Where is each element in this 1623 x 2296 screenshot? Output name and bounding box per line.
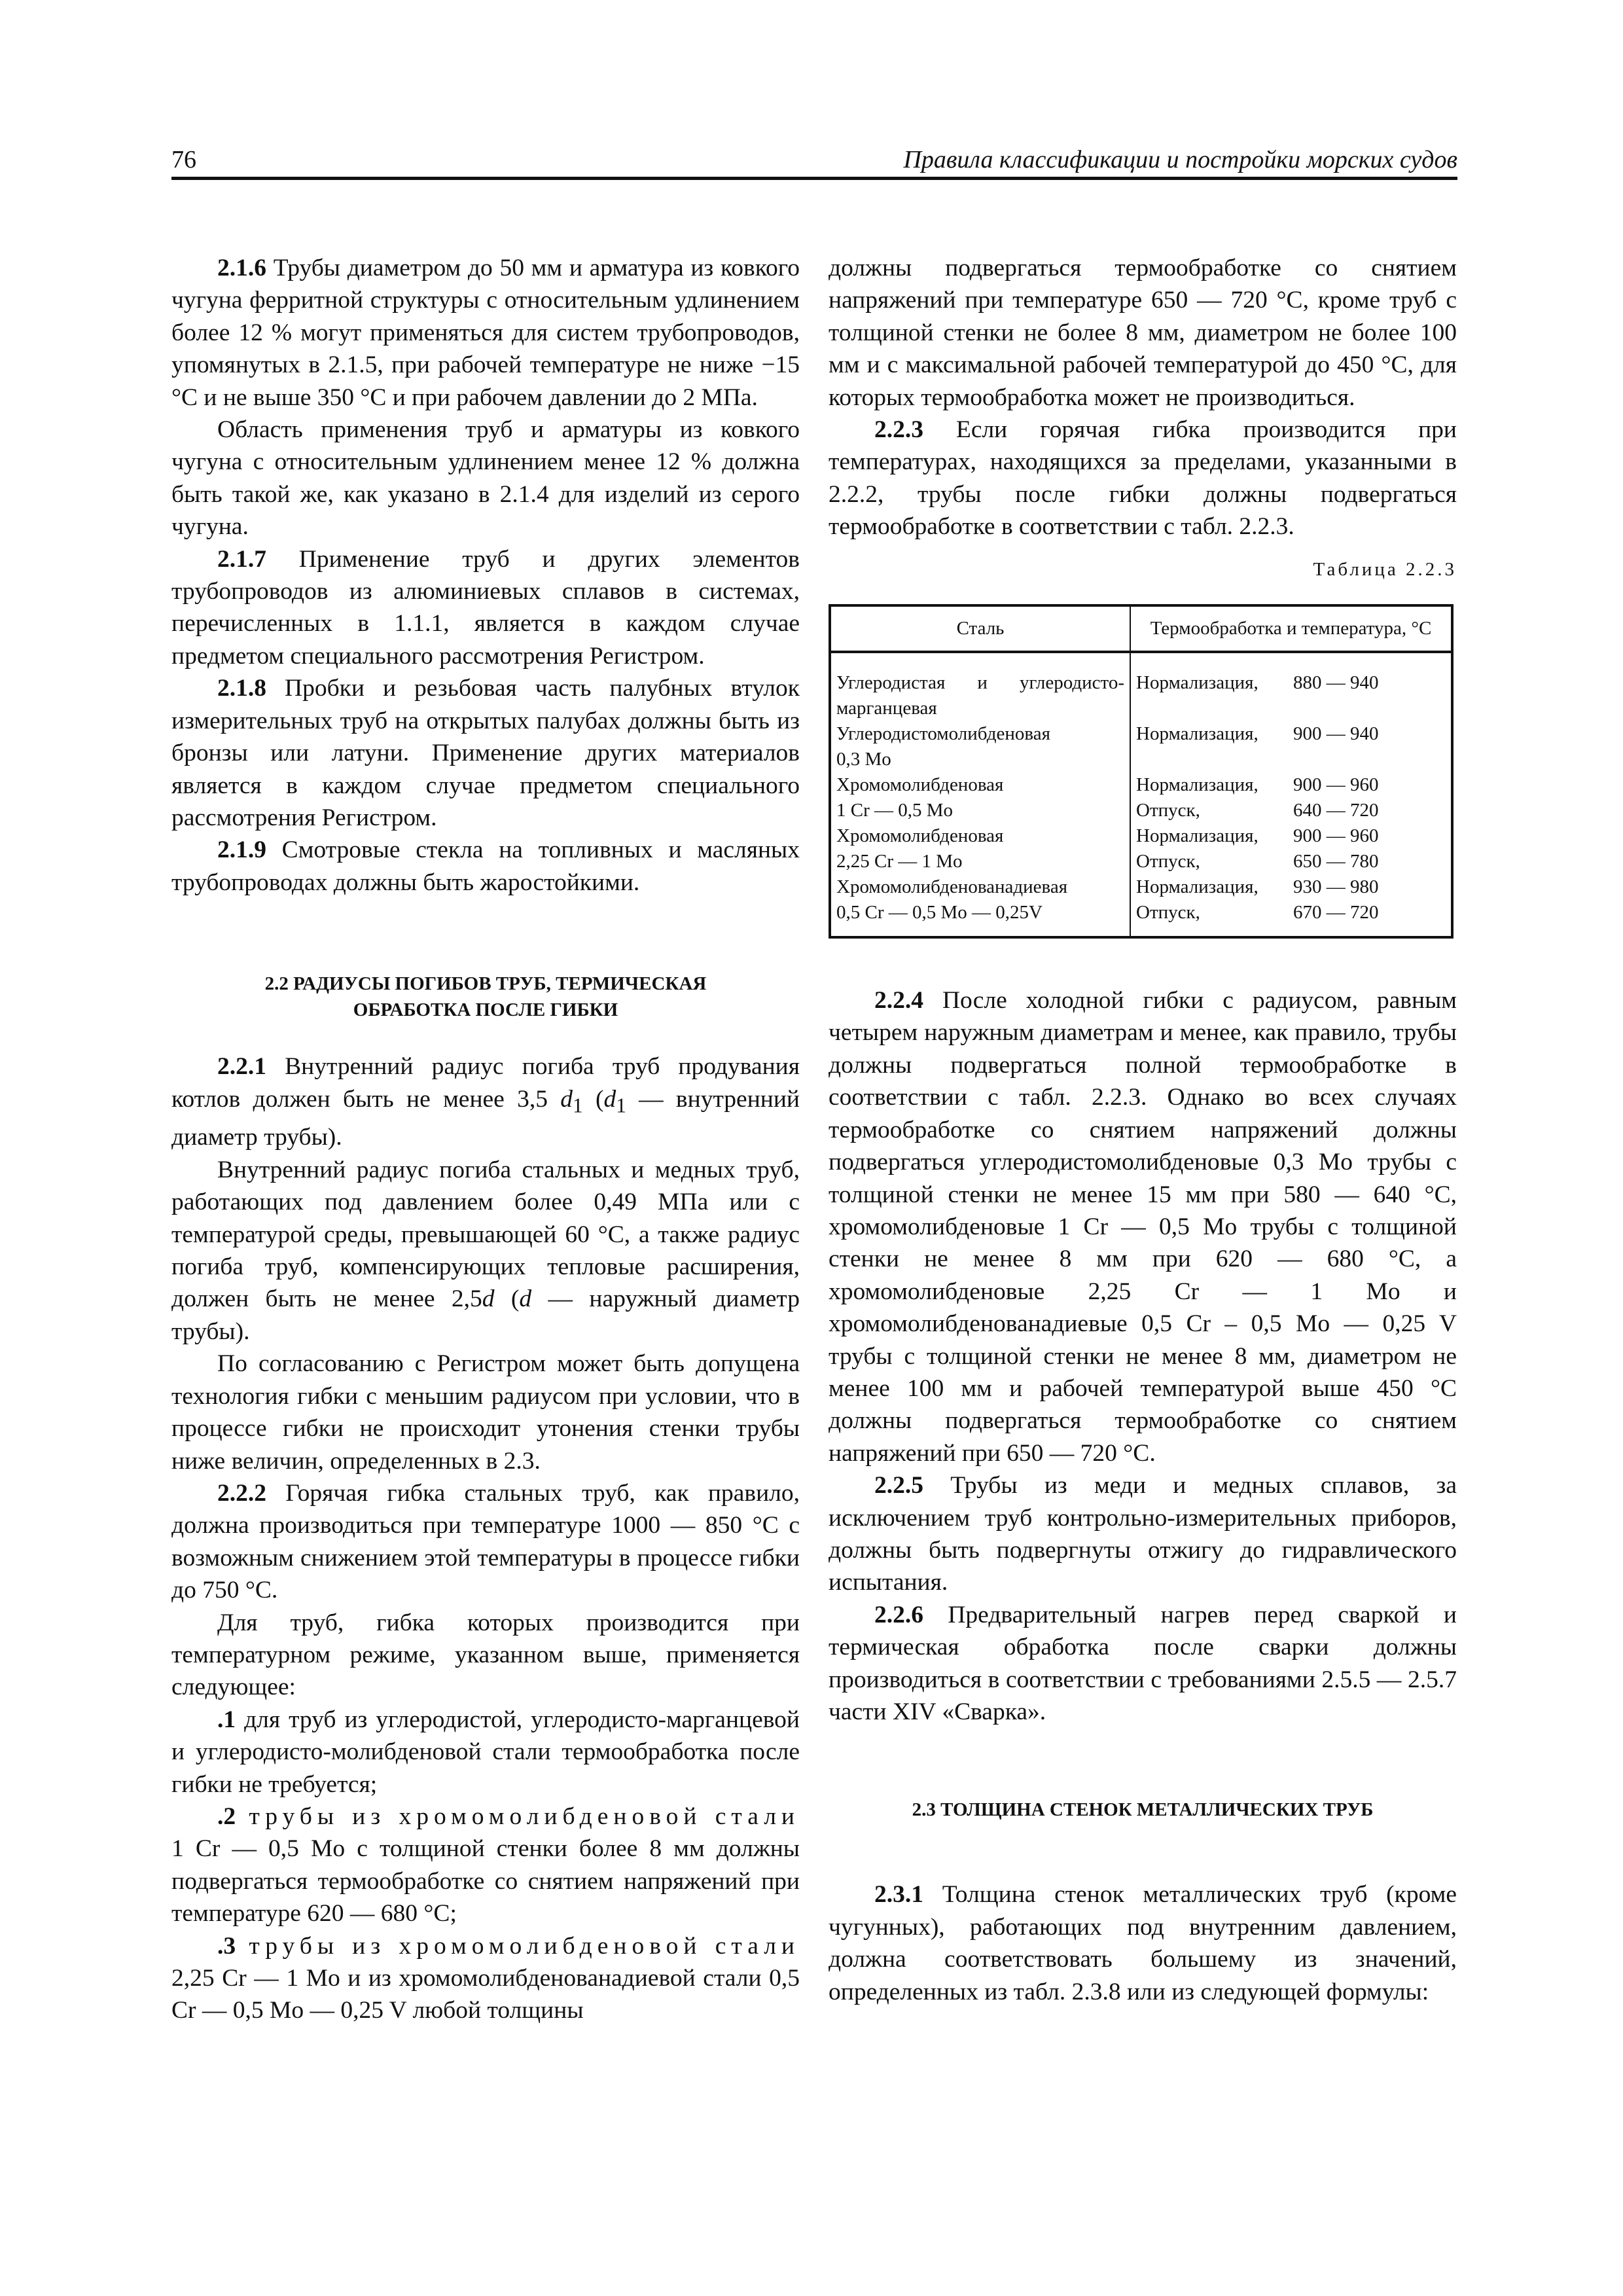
paragraph-text: Внутренний радиус погиба стальных и медных труб, работающих под давлением более 0,49 МПа или с температурой среды, превышающей 60 °С, а также радиус погиба труб, компенсирующих тепловые расширения, должен быть не менее 2,5: [171, 1156, 800, 1313]
table-header-treatment: Термообработка и температура, °С: [1130, 605, 1452, 652]
paragraph-text: Пробки и резьбовая часть палубных втулок измерительных труб на открытых палубах должны быть из бронзы или латуни. Применение других материалов является в каждом случае предметом специального рассмотрения Регистром.: [171, 675, 800, 831]
paragraph-text: 2,25 Cr — 1 Mo и из хромомолибденованадиевой стали 0,5 Cr — 0,5 Mo — 0,25 V любой толщины: [171, 1965, 800, 2024]
temperature-range: 880 — 940: [1293, 672, 1379, 694]
paragraph-text: — наружный диаметр трубы).: [171, 1285, 800, 1345]
temperature-range: 670 — 720: [1293, 902, 1379, 924]
subscript: 1: [616, 1094, 626, 1117]
paragraph-2-2-3: [829, 414, 1457, 543]
clause-number: 2.2.2: [217, 1479, 266, 1507]
paragraph-text: После холодной гибки с радиусом, равным четырем наружным диаметрам и менее, как правило, трубы должны подвергаться полной термообработке в соответствии с табл. 2.2.3. Однако во всех случаях термообработке со снятием напряжений должны подвергаться углеродистомолибденовые 0,3 Mo трубы с толщиной стенки не менее 15 мм при 580 — 640 °С, хромомолибденовые 1 Cr — 0,5 Mo трубы с толщиной стенки не менее 8 мм при 620 — 680 °С, а хромомолибденовые 2,25 Cr — 1 Mo и хромомолибденованадиевые 0,5 Cr – 0,5 Mo — 0,25 V трубы с толщиной стенки не менее 8 мм, диаметром не менее 100 мм и рабочей температурой выше 450 °С должны подвергаться термообработке со снятием напряжений при 650 — 720 °С.: [829, 987, 1457, 1467]
paragraph-2-2-1: [171, 1050, 800, 1154]
item-number: .1: [217, 1706, 236, 1733]
steel-cell: [830, 874, 1130, 937]
steel-cell: [830, 652, 1130, 721]
paragraph-2-2-4: [829, 984, 1457, 1469]
paragraph: Для труб, гибка которых производится при температурном режиме, указанном выше, применяется следующее:: [171, 1609, 800, 1701]
table-row: [830, 721, 1452, 772]
paragraph-2-2-2: [171, 1477, 800, 1607]
clause-number: 2.1.7: [217, 545, 266, 573]
variable: d: [519, 1285, 532, 1313]
page-number: 76: [171, 146, 196, 173]
variable: d: [603, 1085, 616, 1113]
paragraph-2-1-6: [171, 252, 800, 414]
paragraph-2-2-6: [829, 1599, 1457, 1729]
clause-number: 2.2.1: [217, 1053, 266, 1081]
paragraph-2-1-8: [171, 672, 800, 834]
temperature-range: 640 — 720: [1293, 800, 1379, 821]
section-heading-2-3: 2.3 ТОЛЩИНА СТЕНОК МЕТАЛЛИЧЕСКИХ ТРУБ: [912, 1799, 1374, 1821]
cell-text: 0,5 Cr — 0,5 Mo — 0,25V: [836, 902, 1043, 924]
list-item-3: [171, 1930, 800, 2027]
paragraph-text: Если горячая гибка производится при температурах, находящихся за пределами, указанными в 2.2.2, трубы после гибки должны подвергаться термообработке в соответствии с табл. 2.2.3.: [829, 416, 1457, 541]
list-item-2: [171, 1801, 800, 1930]
treatment-name: Отпуск,: [1136, 851, 1200, 872]
treatment-name: Отпуск,: [1136, 902, 1200, 924]
cell-text: Хромомолибденовая: [836, 825, 1004, 847]
clause-number: 2.1.6: [217, 255, 266, 281]
heat-treatment-table: [829, 604, 1454, 939]
steel-cell: [830, 772, 1130, 823]
paragraph-text: (: [582, 1085, 604, 1113]
treatment-name: Нормализация,: [1136, 672, 1258, 694]
spaced-text: трубы из хромомолибденовой стали: [236, 1932, 800, 1960]
variable: d: [560, 1085, 573, 1113]
paragraph-text: Трубы из меди и медных сплавов, за исключением труб контрольно-измерительных приборов, должны быть подвергнуты отжигу до гидравлического испытания.: [829, 1472, 1457, 1596]
treatment-cell: [1130, 823, 1452, 874]
treatment-name: Отпуск,: [1136, 800, 1200, 821]
treatment-name: Нормализация,: [1136, 774, 1258, 796]
paragraph: По согласованию с Регистром может быть допущена технология гибки с меньшим радиусом при условии, что в процессе гибки не происходит утонения стенки трубы ниже величин, определенных в 2.3.: [171, 1350, 800, 1475]
paragraph-text: Применение труб и других элементов трубопроводов из алюминиевых сплавов в системах, перечисленных в 1.1.1, является в каждом случае предметом специального рассмотрения Регистром.: [171, 545, 800, 670]
cell-text: Хромомолибденованадиевая: [836, 876, 1068, 898]
left-column: [171, 252, 800, 2027]
treatment-name: Нормализация,: [1136, 876, 1258, 898]
clause-number: 2.2.4: [874, 987, 923, 1014]
paragraph: Область применения труб и арматуры из ковкого чугуна с относительным удлинением менее 12 % должна быть такой же, как указано в 2.1.4 для изделий из серого чугуна.: [171, 416, 800, 541]
paragraph-text: Трубы диаметром до 50 мм и арматура из ковкого чугуна ферритной структуры с относительным удлинением более 12 % могут применяться для систем трубопроводов, упомянутых в 2.1.5, при рабочей температуре не ниже −15 °С и не выше 350 °С и при рабочем давлении до 2 МПа.: [171, 255, 800, 411]
paragraph: [171, 1154, 800, 1348]
list-item-1: [171, 1704, 800, 1801]
spaced-text: трубы из хромомолибденовой стали: [236, 1803, 800, 1830]
table-row: [830, 823, 1452, 874]
paragraph-text: Смотровые стекла на топливных и масляных трубопроводах должны быть жаростойкими.: [171, 836, 800, 896]
paragraph-text: Горячая гибка стальных труб, как правило, должна производиться при температуре 1000 — 850 °С с возможным снижением этой температуры в процессе гибки до 750 °С.: [171, 1479, 800, 1604]
treatment-name: Нормализация,: [1136, 723, 1258, 745]
treatment-name: Нормализация,: [1136, 825, 1258, 847]
clause-number: 2.3.1: [874, 1881, 923, 1909]
paragraph-2-2-5: [829, 1469, 1457, 1599]
section-heading-line: 2.2 РАДИУСЫ ПОГИБОВ ТРУБ, ТЕРМИЧЕСКАЯ: [264, 973, 707, 995]
clause-number: 2.2.5: [874, 1472, 923, 1499]
table-row: [830, 652, 1452, 721]
paragraph-2-3-1: [829, 1878, 1457, 2008]
treatment-cell: [1130, 772, 1452, 823]
temperature-range: 900 — 960: [1293, 774, 1379, 796]
temperature-range: 930 — 980: [1293, 876, 1379, 898]
paragraph-continued: должны подвергаться термообработке со снятием напряжений при температуре 650 — 720 °С, кроме труб с толщиной стенки не более 8 мм, диаметром не более 100 мм и с максимальной рабочей температурой до 450 °С, для которых термообработка может не производиться.: [829, 255, 1457, 411]
running-header-title: Правила классификации и постройки морских судов: [903, 146, 1457, 173]
cell-text: 1 Cr — 0,5 Mo: [836, 800, 954, 821]
cell-text: марганцевая: [836, 698, 937, 719]
cell-text: 0,3 Mo: [836, 749, 891, 770]
steel-cell: [830, 823, 1130, 874]
clause-number: 2.1.8: [217, 675, 266, 702]
paragraph-2-1-9: [171, 834, 800, 899]
steel-cell: [830, 721, 1130, 772]
subscript: 1: [573, 1094, 583, 1117]
treatment-cell: [1130, 874, 1452, 937]
paragraph-text: Толщина стенок металлических труб (кроме чугунных), работающих под внутренним давлением, должна соответствовать большему из значений, определенных из табл. 2.3.8 или из следующей формулы:: [829, 1881, 1457, 2005]
section-heading-2-2: [171, 971, 800, 1023]
paragraph-text: 1 Cr — 0,5 Mo с толщиной стенки более 8 мм должны подвергаться термообработке со снятием напряжений при температуре 620 — 680 °С;: [171, 1835, 800, 1928]
clause-number: 2.1.9: [217, 836, 266, 864]
table-row: [830, 874, 1452, 937]
cell-text: Углеродистомолибденовая: [836, 723, 1050, 745]
temperature-range: 650 — 780: [1293, 851, 1379, 872]
paragraph-2-1-7: [171, 543, 800, 673]
clause-number: 2.2.6: [874, 1601, 923, 1628]
variable: d: [482, 1285, 495, 1313]
temperature-range: 900 — 960: [1293, 825, 1379, 847]
section-heading-line: ОБРАБОТКА ПОСЛЕ ГИБКИ: [353, 999, 618, 1021]
paragraph-text: — внутренний диаметр трубы).: [171, 1085, 800, 1151]
table-header-steel: Сталь: [830, 605, 1130, 652]
header-rule: [171, 177, 1457, 180]
table-row: [830, 772, 1452, 823]
item-number: .2: [217, 1803, 236, 1830]
temperature-range: 900 — 940: [1293, 723, 1379, 745]
table-label: Таблица 2.2.3: [1313, 558, 1457, 580]
clause-number: 2.2.3: [874, 416, 923, 444]
paragraph-text: для труб из углеродистой, углеродисто-марганцевой и углеродисто-молибденовой стали термообработка после гибки не требуется;: [171, 1706, 800, 1798]
paragraph-text: (: [494, 1285, 520, 1313]
cell-text: Хромомолибденовая: [836, 774, 1004, 796]
paragraph-text: Предварительный нагрев перед сваркой и термическая обработка после сварки должны производиться в соответствии с требованиями 2.5.5 — 2.5.7 части XIV «Сварка».: [829, 1601, 1457, 1725]
right-column: [829, 252, 1457, 2008]
treatment-cell: [1130, 721, 1452, 772]
cell-text: Углеродистая и углеродисто-: [836, 672, 1124, 694]
item-number: .3: [217, 1932, 236, 1960]
treatment-cell: [1130, 652, 1452, 721]
cell-text: 2,25 Cr — 1 Mo: [836, 851, 963, 872]
paragraph-text: Внутренний радиус погиба труб продувания котлов должен быть не менее 3,5: [171, 1053, 800, 1113]
